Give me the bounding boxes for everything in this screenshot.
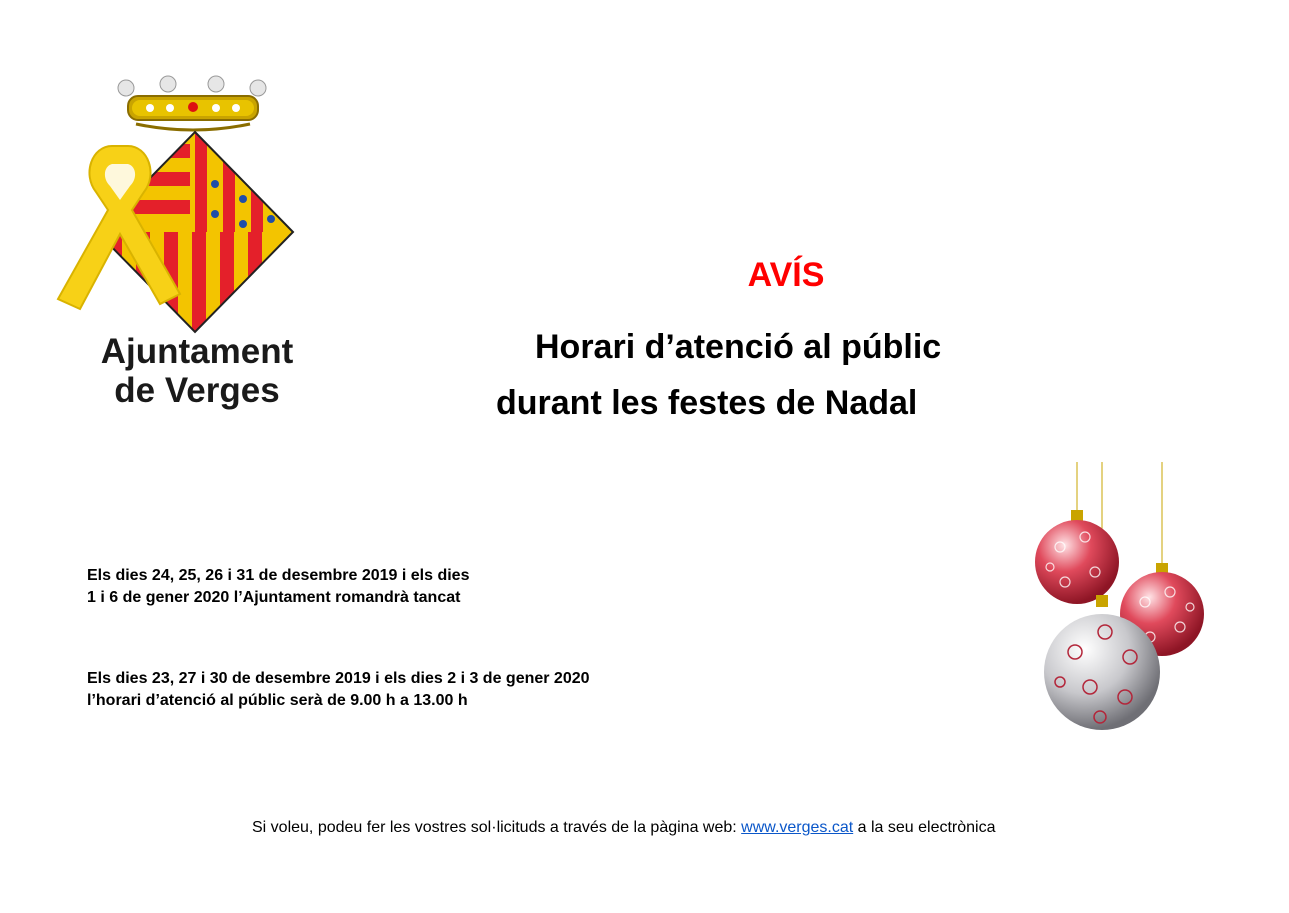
closure-line-1: Els dies 24, 25, 26 i 31 de desembre 2019 i els dies (87, 567, 470, 584)
hours-line-1: Els dies 23, 27 i 30 de desembre 2019 i els dies 2 i 3 de gener 2020 (87, 670, 590, 687)
footer-text-after: a la seu electrònica (853, 819, 996, 836)
hours-paragraph (87, 668, 590, 712)
heading-line-1: Horari d’atenció al públic (535, 328, 942, 366)
closure-paragraph (87, 565, 469, 609)
municipality-name-line2: de Verges (114, 371, 280, 410)
footer-note (252, 818, 996, 838)
heading-line-2: durant les festes de Nadal (496, 384, 918, 422)
crown-icon (118, 76, 266, 130)
coat-of-arms-icon (50, 74, 310, 344)
notice-label: AVÍS (747, 256, 825, 294)
hours-line-2: l’horari d’atenció al públic serà de 9.00 h a 13.00 h (87, 692, 468, 709)
footer-text-before: Si voleu, podeu fer les vostres sol·licituds a través de la pàgina web: (252, 819, 742, 836)
municipal-logo (50, 74, 310, 424)
municipality-name (82, 332, 312, 410)
municipality-name-line1: Ajuntament (100, 332, 294, 371)
website-link[interactable]: www.verges.cat (741, 819, 854, 836)
closure-line-2: 1 i 6 de gener 2020 l’Ajuntament romandrà tancat (87, 589, 461, 606)
christmas-baubles-icon (1030, 462, 1220, 747)
